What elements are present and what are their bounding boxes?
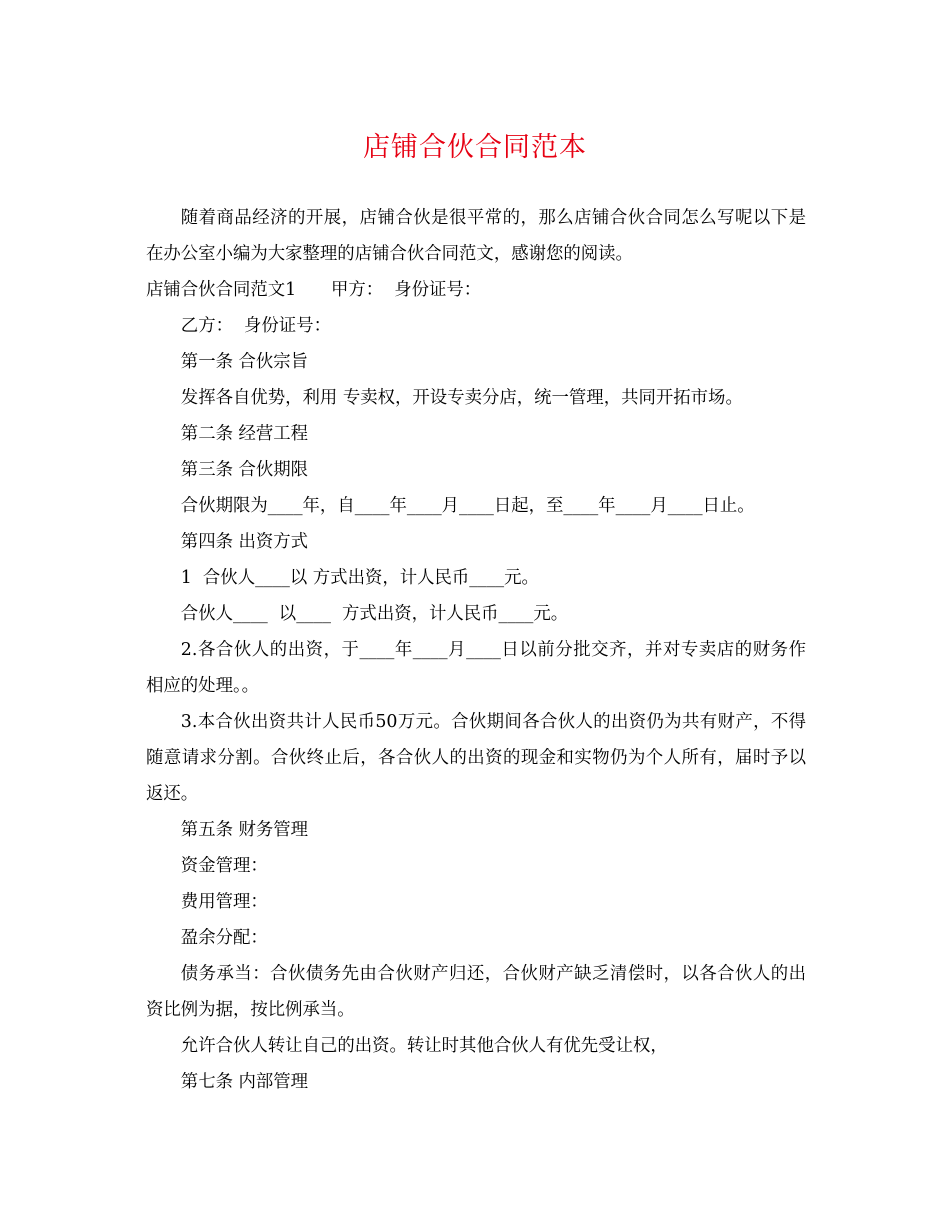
party-a-line: 甲方： 身份证号： (331, 280, 482, 300)
article-4-item-1b: 合伙人____ 以____ 方式出资，计人民币____元。 (180, 604, 569, 624)
article-4-heading: 第四条 出资方式 (180, 532, 309, 552)
party-b-line: 乙方： 身份证号： (180, 316, 331, 336)
article-1-heading: 第一条 合伙宗旨 (180, 352, 309, 372)
document-body (146, 200, 806, 1100)
debt-liability: 债务承当：合伙债务先由合伙财产归还，合伙财产缺乏清偿时，以各合伙人的出资比例为据，按比例承当。 (146, 964, 806, 1020)
article-3-body: 合伙期限为____年，自____年____月____日起，至____年____月____日止。 (180, 496, 755, 516)
sample1-heading: 店铺合伙合同范文1 (146, 280, 297, 300)
document-title: 店铺合伙合同范本 (363, 132, 587, 163)
article-4-item-2: 2.各合伙人的出资，于____年____月____日以前分批交齐，并对专卖店的财务作相应的处理。。 (146, 640, 806, 696)
intro-paragraph: 随着商品经济的开展，店铺合伙是很平常的，那么店铺合伙合同怎么写呢以下是在办公室小编为大家整理的店铺合伙合同范文，感谢您的阅读。 (146, 208, 806, 264)
article-3-heading: 第三条 合伙期限 (180, 460, 309, 480)
article-1-body: 发挥各自优势，利用 专卖权，开设专卖分店，统一管理，共同开拓市场。 (180, 388, 743, 408)
article-4-item-3: 3.本合伙出资共计人民币50万元。合伙期间各合伙人的出资仍为共有财产，不得随意请求分割。合伙终止后，各合伙人的出资的现金和实物仍为个人所有，届时予以返还。 (146, 712, 806, 804)
article-7-heading: 第七条 内部管理 (180, 1072, 309, 1092)
surplus-distribution: 盈余分配： (180, 928, 268, 948)
sample-heading-line (146, 272, 806, 308)
article-5-heading: 第五条 财务管理 (180, 820, 309, 840)
article-4-item-1: 1 合伙人____以 方式出资，计人民币____元。 (180, 568, 539, 588)
transfer-paragraph: 允许合伙人转让自己的出资。转让时其他合伙人有优先受让权， (180, 1036, 668, 1056)
article-2-heading: 第二条 经营工程 (180, 424, 309, 444)
expense-mgmt: 费用管理： (180, 892, 268, 912)
capital-mgmt: 资金管理： (180, 856, 268, 876)
